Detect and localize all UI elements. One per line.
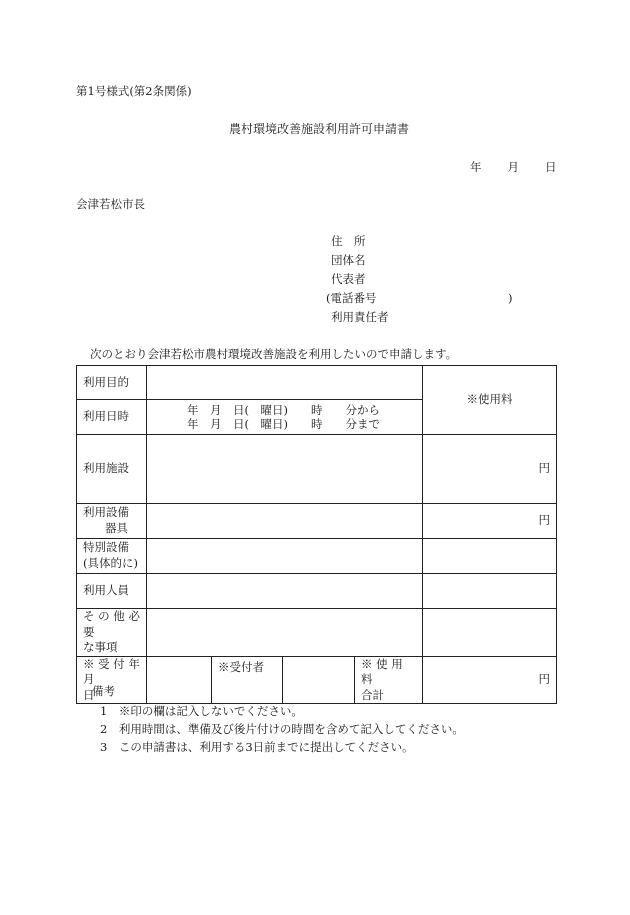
equipment-label <box>77 504 147 539</box>
datetime-field[interactable] <box>147 400 423 435</box>
datetime-label: 利用日時 <box>77 400 147 435</box>
applicant-responsible-label: 利用責任者 <box>331 310 389 324</box>
datetime-to: 年 月 日( 曜日) 時 分まで <box>187 417 380 431</box>
equipment-label-line1: 利用設備 <box>83 505 129 520</box>
equipment-fee-yen: 円 <box>538 513 550 528</box>
datetime-from: 年 月 日( 曜日) 時 分から <box>187 403 380 417</box>
other-label <box>77 609 147 657</box>
equipment-label-line2: 器具 <box>105 521 128 535</box>
fee-header: ※使用料 <box>423 366 557 435</box>
purpose-field[interactable] <box>147 366 423 400</box>
fee-total-field[interactable] <box>423 656 557 704</box>
addressee: 会津若松市長 <box>76 197 145 211</box>
facility-field[interactable] <box>147 435 423 504</box>
fee-total-line1: ※ 使 用 料 <box>361 656 403 687</box>
other-fee[interactable] <box>423 609 557 657</box>
facility-label: 利用施設 <box>77 435 147 504</box>
date-month: 月 <box>507 160 519 174</box>
other-field[interactable] <box>147 609 423 657</box>
special-equipment-fee[interactable] <box>423 539 557 574</box>
date-line <box>470 162 557 174</box>
received-date-line2: 日 <box>83 687 95 702</box>
equipment-fee[interactable] <box>423 504 557 539</box>
people-field[interactable] <box>147 574 423 609</box>
remarks-title: 備考 <box>92 684 115 698</box>
special-equipment-line2: (具体的に) <box>83 556 138 570</box>
other-label-line2: な事項 <box>83 640 118 655</box>
fee-total-yen: 円 <box>538 672 550 687</box>
received-date-line1: ※ 受 付 年 月 <box>83 656 140 687</box>
fee-total-label <box>355 656 423 704</box>
facility-fee[interactable] <box>423 435 557 504</box>
special-equipment-field[interactable] <box>147 539 423 574</box>
fee-total-line2: 合計 <box>361 687 384 702</box>
remark-item-3: 3 この申請書は、利用する3日前までに提出してください。 <box>100 740 414 754</box>
page-title: 農村環境改善施設利用許可申請書 <box>228 122 409 136</box>
intro-text: 次のとおり会津若松市農村環境改善施設を利用したいので申請します。 <box>90 347 458 361</box>
other-label-line1: そ の 他 必 要 <box>83 609 140 639</box>
applicant-representative-label: 代表者 <box>331 272 366 286</box>
applicant-phone-label: (電話番号 <box>326 291 377 305</box>
form-number: 第1号様式(第2条関係) <box>76 84 192 98</box>
application-table <box>76 365 557 704</box>
applicant-phone-close: ) <box>508 291 513 305</box>
applicant-group-label: 団体名 <box>331 253 366 267</box>
special-equipment-label <box>77 539 147 574</box>
people-label: 利用人員 <box>77 574 147 609</box>
date-year: 年 <box>470 160 482 174</box>
purpose-label: 利用目的 <box>77 366 147 400</box>
special-equipment-line1: 特別設備 <box>83 540 129 555</box>
applicant-address-label: 住 所 <box>331 234 366 248</box>
date-day: 日 <box>545 160 557 174</box>
equipment-field[interactable] <box>147 504 423 539</box>
facility-fee-yen: 円 <box>538 461 550 476</box>
remark-item-1: 1 ※印の欄は記入しないでください。 <box>100 704 303 718</box>
receiver-label: ※受付者 <box>212 656 283 704</box>
received-date-field[interactable] <box>147 656 212 704</box>
remark-item-2: 2 利用時間は、準備及び後片付けの時間を含めて記入してください。 <box>100 722 464 736</box>
people-fee[interactable] <box>423 574 557 609</box>
receiver-field[interactable] <box>283 656 355 704</box>
